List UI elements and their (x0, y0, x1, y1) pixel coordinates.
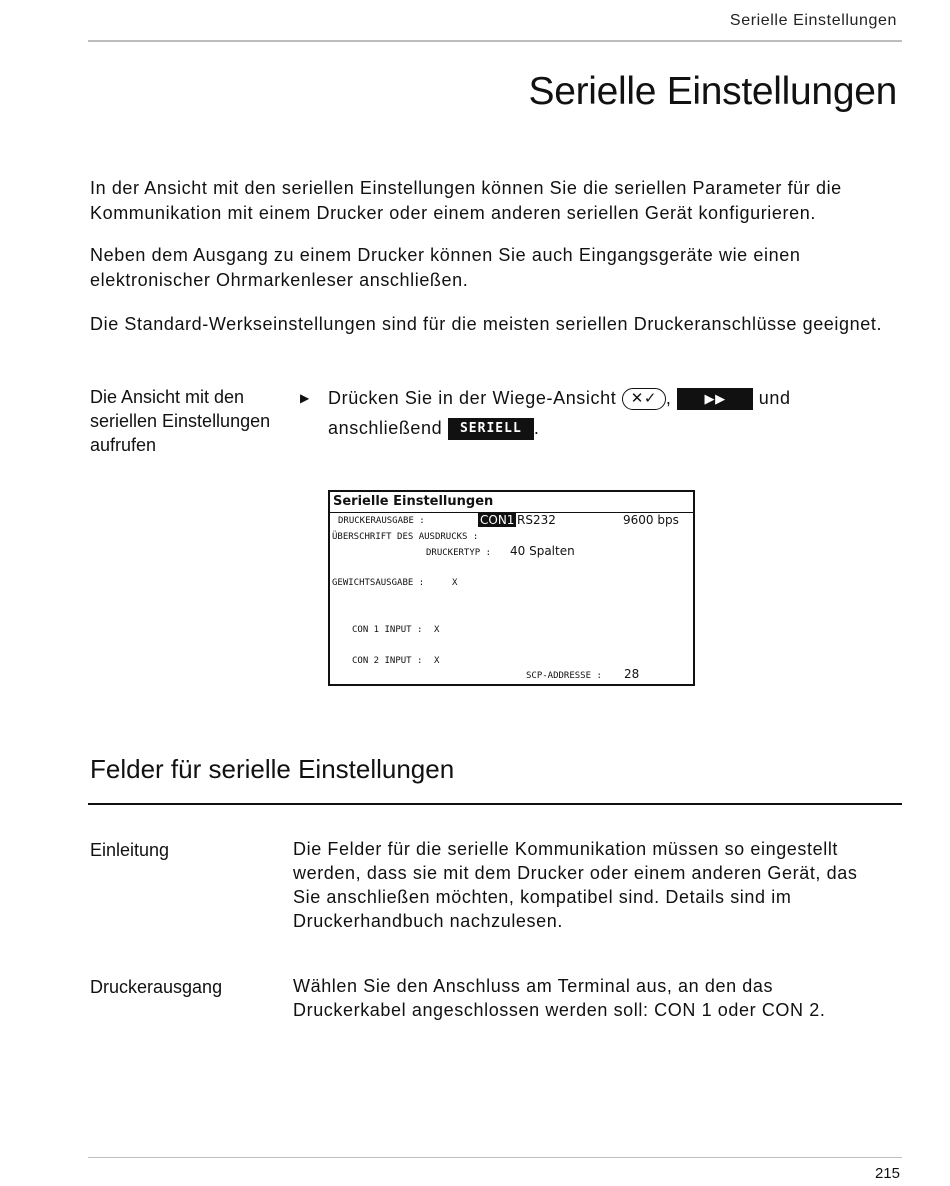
field-description-einleitung: Die Felder für die serielle Kommunikation müssen so eingestellt werden, dass sie mit dem Drucker oder einem anderen Gerät, das Sie anschließen möchten, kompatibel sind. Details sind im Druckerhandbuch nachzulesen. (293, 839, 858, 931)
con2-input-value: X (434, 656, 440, 666)
print-heading-label: ÜBERSCHRIFT DES AUSDRUCKS : (332, 532, 479, 542)
step-text-part1: Drücken Sie in der Wiege-Ansicht (328, 388, 617, 408)
weight-output-label: GEWICHTSAUSGABE : (332, 578, 425, 588)
printer-output-protocol: RS232 (517, 513, 556, 527)
con1-input-label: CON 1 INPUT : (352, 625, 423, 635)
procedure-label: Die Ansicht mit den seriellen Einstellungen aufrufen (90, 387, 271, 455)
fast-forward-key-icon: ▶▶ (677, 388, 753, 410)
con1-input-value: X (434, 625, 440, 635)
printer-output-baud: 9600 bps (623, 513, 679, 527)
section-rule (88, 803, 902, 805)
field-label-druckerausgang: Druckerausgang (90, 977, 223, 997)
step-text-part2: und (758, 388, 791, 408)
intro-paragraph-3: Die Standard-Werkseinstellungen sind für die meisten seriellen Druckeranschlüsse geeignet. (90, 314, 883, 334)
section-heading: Felder für serielle Einstellungen (90, 754, 455, 784)
scp-address-value: 28 (624, 667, 640, 681)
printer-output-port: CON1 (480, 513, 515, 527)
scp-address-label: SCP-ADDRESSE : (526, 671, 602, 681)
printer-type-label: DRUCKERTYP : (426, 548, 492, 558)
seriell-softkey: SERIELL (448, 418, 534, 440)
cancel-ok-key-icon: ✕✓ (622, 388, 666, 410)
con2-input-label: CON 2 INPUT : (352, 656, 423, 666)
header-rule (88, 40, 902, 42)
step-text-part3: anschließend (328, 418, 443, 438)
step-text: Drücken Sie in der Wiege-Ansicht ✕✓ , ▶▶ und anschließend SERIELL . (328, 383, 848, 443)
device-screen (328, 490, 695, 686)
field-label-einleitung: Einleitung (90, 840, 170, 860)
page-title: Serielle Einstellungen (528, 70, 897, 113)
weight-output-value: X (452, 578, 458, 588)
field-description-druckerausgang: Wählen Sie den Anschluss am Terminal aus, an den das Druckerkabel angeschlossen werden soll: CON 1 oder CON 2. (293, 976, 826, 1020)
screen-title: Serielle Einstellungen (330, 492, 693, 513)
footer-rule (88, 1157, 902, 1158)
triangle-bullet-icon: ▶ (300, 391, 310, 405)
printer-type-value: 40 Spalten (510, 544, 575, 558)
page-number: 215 (874, 1165, 900, 1182)
printer-output-label: DRUCKERAUSGABE : (338, 516, 425, 526)
intro-paragraph-2: Neben dem Ausgang zu einem Drucker können Sie auch Eingangsgeräte wie einen elektronischer Ohrmarkenleser anschließen. (90, 245, 801, 290)
intro-paragraph-1: In der Ansicht mit den seriellen Einstellungen können Sie die seriellen Parameter für die Kommunikation mit einem Drucker oder einem anderen seriellen Gerät konfigurieren. (90, 178, 842, 223)
running-header: Serielle Einstellungen (729, 12, 897, 29)
